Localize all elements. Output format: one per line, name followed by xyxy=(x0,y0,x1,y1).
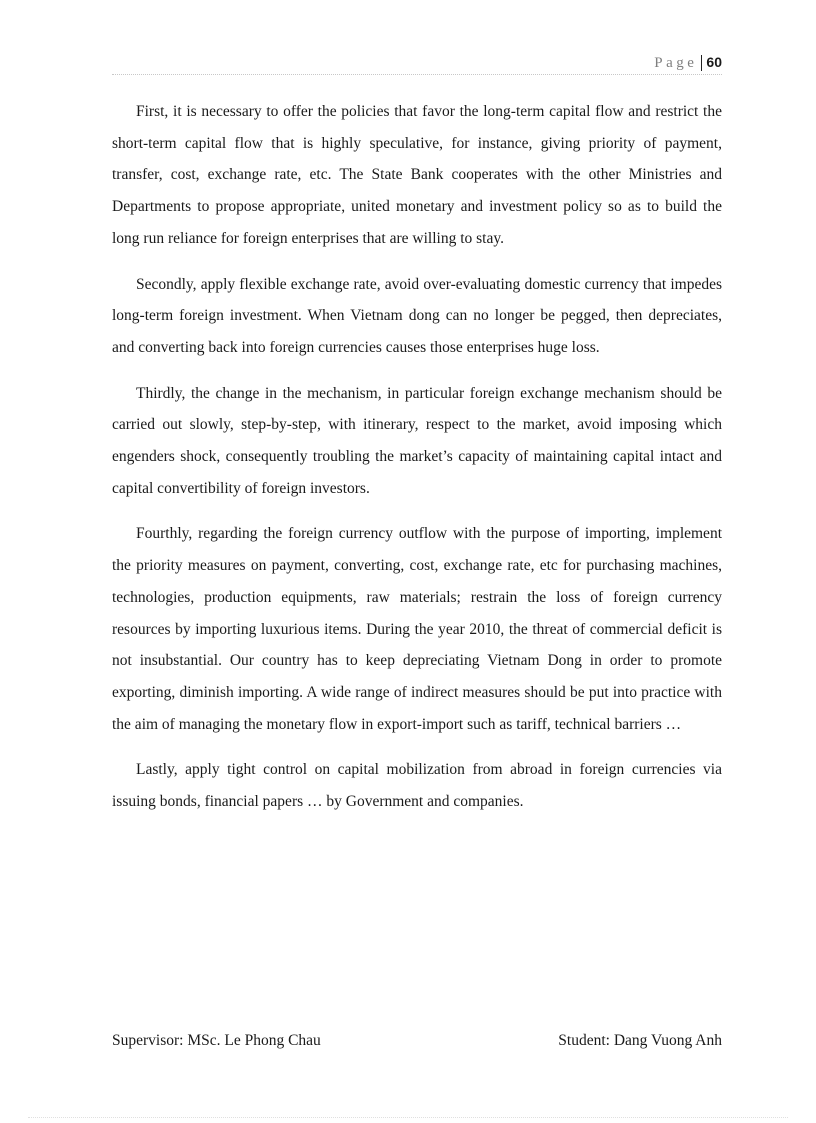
page-word: Page xyxy=(654,55,702,71)
document-body xyxy=(112,96,722,832)
paragraph-third: Thirdly, the change in the mechanism, in particular foreign exchange mechanism should be carried out slowly, step-by-step, with itinerary, respect to the market, avoid imposing which engenders shock, consequently troubling the market’s capacity of maintaining capital intact and capital convertibility of foreign investors. xyxy=(112,384,722,497)
paragraph-fourth: Fourthly, regarding the foreign currency outflow with the purpose of importing, implement the priority measures on payment, converting, cost, exchange rate, etc for purchasing machines, technologies, production equipments, raw materials; restrain the loss of foreign currency resources by importing luxurious items. During the year 2010, the threat of commercial deficit is not insubstantial. Our country has to keep depreciating Vietnam Dong in order to promote exporting, diminish importing. A wide range of indirect measures should be put into practice with the aim of managing the monetary flow in export-import such as tariff, technical barriers … xyxy=(112,525,722,733)
page-label xyxy=(654,52,722,73)
footer-supervisor: Supervisor: MSc. Le Phong Chau xyxy=(112,1032,321,1049)
page-footer xyxy=(112,1028,722,1054)
paragraph-second: Secondly, apply flexible exchange rate, avoid over-evaluating domestic currency that impedes long-term foreign investment. When Vietnam dong can no longer be pegged, then depreciates, and converting back into foreign currencies causes those enterprises huge loss. xyxy=(112,275,722,356)
footer-student: Student: Dang Vuong Anh xyxy=(558,1032,722,1049)
bottom-divider xyxy=(28,1117,788,1118)
paragraph-first: First, it is necessary to offer the policies that favor the long-term capital flow and restrict the short-term capital flow that is highly speculative, for instance, giving priority of payment, transfer, cost, exchange rate, etc. The State Bank cooperates with the other Ministries and Departments to propose appropriate, united monetary and investment policy so as to build the long run reliance for foreign enterprises that are willing to stay. xyxy=(112,103,722,247)
paragraph-fifth: Lastly, apply tight control on capital mobilization from abroad in foreign currencies via issuing bonds, financial papers … by Government and companies. xyxy=(112,761,722,811)
page-number: 60 xyxy=(706,54,722,70)
page-header xyxy=(112,52,722,75)
